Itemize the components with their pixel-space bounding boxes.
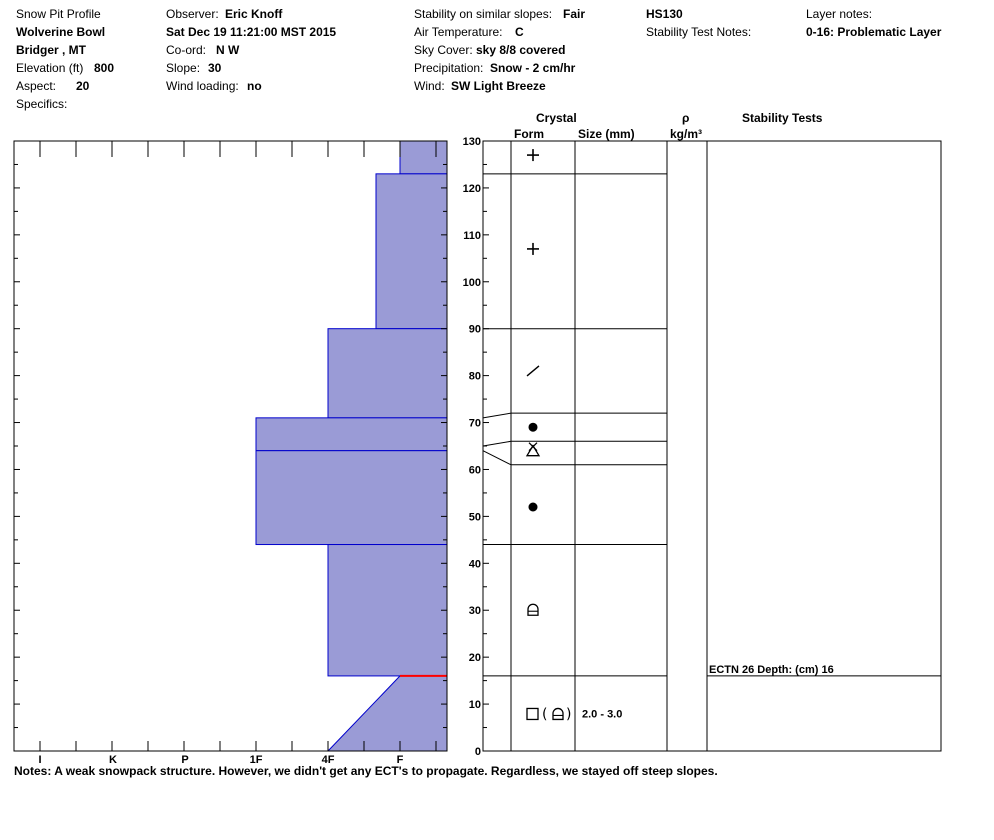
sky-label: Sky Cover: <box>414 43 473 57</box>
crystal-table <box>483 141 941 751</box>
hardness-tick-label: K <box>109 754 117 766</box>
hardness-tick-label: 4F <box>321 754 335 766</box>
slope-label: Slope: <box>166 61 201 75</box>
hs-value: HS130 <box>646 7 683 21</box>
crystal-size-label: 2.0 - 3.0 <box>582 708 623 721</box>
height-tick-label: 110 <box>463 229 481 242</box>
hardness-layer-5 <box>328 545 447 676</box>
height-tick-label: 60 <box>468 464 481 477</box>
crystal-form-7 <box>527 706 571 722</box>
crystal-form-1 <box>527 243 539 255</box>
precip-label: Precipitation: <box>414 61 484 75</box>
wind-loading-value: no <box>247 79 262 93</box>
observer-value: Eric Knoff <box>225 7 283 21</box>
crystal-glyph <box>553 708 563 719</box>
hardness-layer-4 <box>256 451 447 545</box>
sky-value: sky 8/8 covered <box>476 43 566 57</box>
wind-loading-label: Wind loading: <box>166 79 239 93</box>
hardness-layer-2 <box>328 329 447 418</box>
hardness-layer-3 <box>256 418 447 451</box>
notes-text: Notes: A weak snowpack structure. However, we didn't get any ECT's to propagate. Regardless, we stayed off steep slopes. <box>14 764 718 778</box>
table-frame <box>483 141 941 751</box>
precip-value: Snow - 2 cm/hr <box>490 61 576 75</box>
layer-notes-value: 0-16: Problematic Layer <box>806 25 942 39</box>
region-name: Bridger , MT <box>16 43 87 57</box>
crystal-form-6 <box>528 604 538 615</box>
height-tick-label: 100 <box>462 276 481 289</box>
height-tick-label: 70 <box>468 417 481 430</box>
stability-test-notes-label: Stability Test Notes: <box>646 25 752 39</box>
stability-tests-header: Stability Tests <box>742 111 823 125</box>
elevation-label: Elevation (ft) <box>16 61 84 75</box>
height-tick-label: 80 <box>468 370 481 383</box>
crystal-glyph <box>527 708 538 719</box>
date-time: Sat Dec 19 11:21:00 MST 2015 <box>166 25 337 39</box>
crystal-form-0 <box>527 149 539 161</box>
stability-test-label: ECTN 26 Depth: (cm) 16 <box>709 663 834 676</box>
stability-value: Fair <box>563 7 586 21</box>
location-name: Wolverine Bowl <box>16 25 106 39</box>
coord-value: N W <box>216 43 240 57</box>
height-tick-label: 50 <box>468 511 481 524</box>
height-tick-label: 0 <box>474 746 481 758</box>
air-temp-value: C <box>515 25 524 39</box>
crystal-glyph <box>529 423 538 432</box>
crystal-glyph <box>529 503 538 512</box>
form-header: Form <box>514 127 544 141</box>
slope-value: 30 <box>208 61 222 75</box>
density-unit-header: kg/m³ <box>670 127 703 141</box>
crystal-glyph: ( <box>542 706 548 723</box>
crystal-form-3 <box>529 423 538 432</box>
elevation-value: 800 <box>94 61 115 75</box>
rho-header: ρ <box>682 111 690 125</box>
crystal-form-4 <box>527 443 539 456</box>
height-tick-label: 120 <box>462 182 481 195</box>
size-header: Size (mm) <box>578 127 635 141</box>
height-tick-label: 130 <box>462 136 481 148</box>
coord-label: Co-ord: <box>166 43 207 57</box>
stability-tests <box>709 664 834 676</box>
hardness-layer-0 <box>400 141 447 174</box>
crystal-glyph: ) <box>566 706 572 723</box>
height-tick-label: 20 <box>468 652 481 665</box>
crystal-header: Crystal <box>536 111 577 125</box>
height-tick-label: 10 <box>468 699 481 712</box>
air-temp-label: Air Temperature: <box>414 25 503 39</box>
specifics-label: Specifics: <box>16 97 68 111</box>
height-tick-label: 40 <box>468 558 481 571</box>
hardness-tick-label: 1F <box>249 754 263 766</box>
layer-notes-label: Layer notes: <box>806 7 873 21</box>
wind-value: SW Light Breeze <box>451 79 546 93</box>
crystal-glyph <box>528 604 538 615</box>
observer-label: Observer: <box>166 7 219 21</box>
hardness-tick-label: F <box>396 754 404 766</box>
wind-label: Wind: <box>414 79 445 93</box>
crystal-glyph <box>527 366 539 376</box>
hardness-layer-1 <box>376 174 447 329</box>
hardness-layer-6 <box>328 676 447 751</box>
aspect-value: 20 <box>76 79 90 93</box>
aspect-label: Aspect: <box>16 79 57 93</box>
pit-title: Snow Pit Profile <box>16 7 101 21</box>
crystal-form-2 <box>527 366 539 376</box>
height-tick-label: 30 <box>468 605 481 618</box>
stability-label: Stability on similar slopes: <box>414 7 553 21</box>
hardness-profile <box>256 141 447 751</box>
hardness-tick-label: I <box>38 754 42 766</box>
hardness-tick-label: P <box>181 754 189 766</box>
height-tick-label: 90 <box>468 323 481 336</box>
crystal-form-5 <box>529 503 538 512</box>
